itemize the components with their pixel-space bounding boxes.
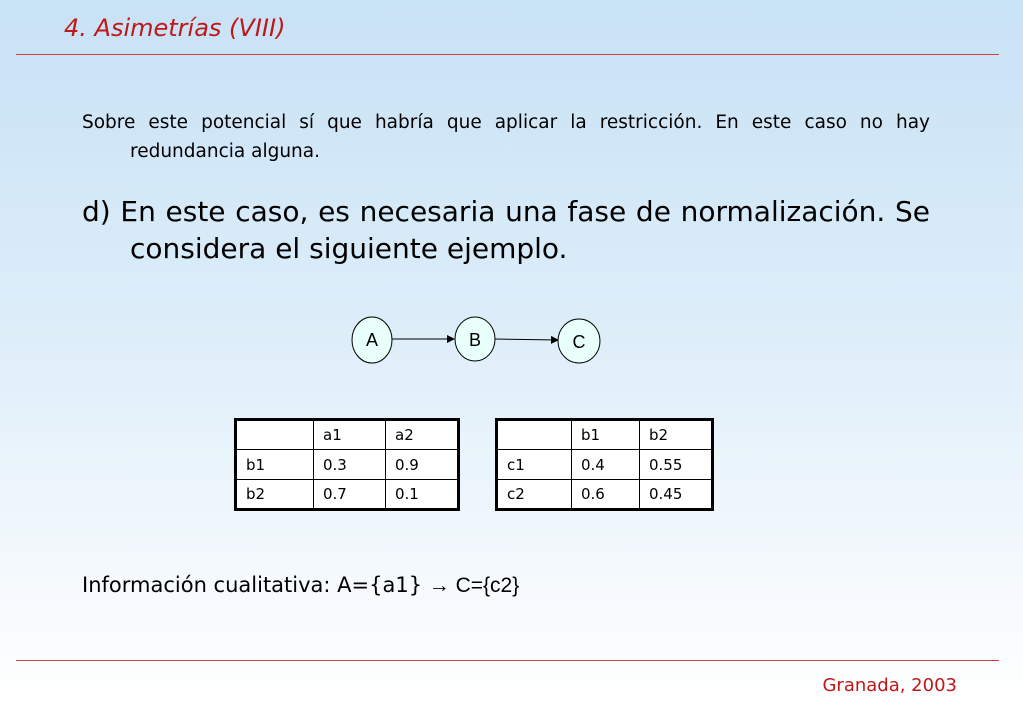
table-header-row xyxy=(236,420,459,450)
node-a-label: A xyxy=(365,330,379,350)
bottom-divider xyxy=(16,660,999,661)
table-cell: a1 xyxy=(314,420,386,450)
table-row xyxy=(497,450,713,480)
node-c-label: C xyxy=(572,332,586,352)
table-cell: 0.3 xyxy=(314,450,386,480)
top-divider xyxy=(16,54,999,55)
paragraph-restriction: Sobre este potencial sí que habría que aplicar la restricción. En este caso no hay redundancia alguna. xyxy=(82,112,930,162)
table-header-row xyxy=(497,420,713,450)
network-diagram xyxy=(340,312,620,372)
info-suffix: C={c2} xyxy=(449,574,520,597)
table-cell: a2 xyxy=(386,420,459,450)
probability-table-b-given-a xyxy=(234,418,460,511)
qualitative-information xyxy=(82,573,519,598)
table-cell xyxy=(236,420,314,450)
table-row xyxy=(236,450,459,480)
node-b-label: B xyxy=(468,330,482,350)
footer-text: Granada, 2003 xyxy=(822,675,957,696)
table-cell: c2 xyxy=(497,480,572,510)
probability-table-c-given-b xyxy=(495,418,714,511)
arrow-icon: → xyxy=(428,574,450,597)
table-cell: 0.55 xyxy=(640,450,713,480)
node-c xyxy=(558,319,600,363)
table-row xyxy=(236,480,459,510)
table-cell: b1 xyxy=(236,450,314,480)
table-cell: 0.9 xyxy=(386,450,459,480)
info-prefix: Información cualitativa: A={a1} xyxy=(82,573,429,597)
edge-b-c xyxy=(495,339,558,340)
table-cell: c1 xyxy=(497,450,572,480)
table-cell: 0.1 xyxy=(386,480,459,510)
table-cell: b1 xyxy=(572,420,640,450)
table-cell: 0.6 xyxy=(572,480,640,510)
table-cell: 0.7 xyxy=(314,480,386,510)
table-cell xyxy=(497,420,572,450)
node-b xyxy=(455,317,495,361)
table-cell: b2 xyxy=(236,480,314,510)
table-cell: b2 xyxy=(640,420,713,450)
paragraph-normalization: d) En este caso, es necesaria una fase de normalización. Se considera el siguiente ejemplo. xyxy=(82,195,930,265)
node-a xyxy=(352,317,392,363)
table-cell: 0.4 xyxy=(572,450,640,480)
table-cell: 0.45 xyxy=(640,480,713,510)
table-row xyxy=(497,480,713,510)
slide-title: 4. Asimetrías (VIII) xyxy=(64,14,286,42)
